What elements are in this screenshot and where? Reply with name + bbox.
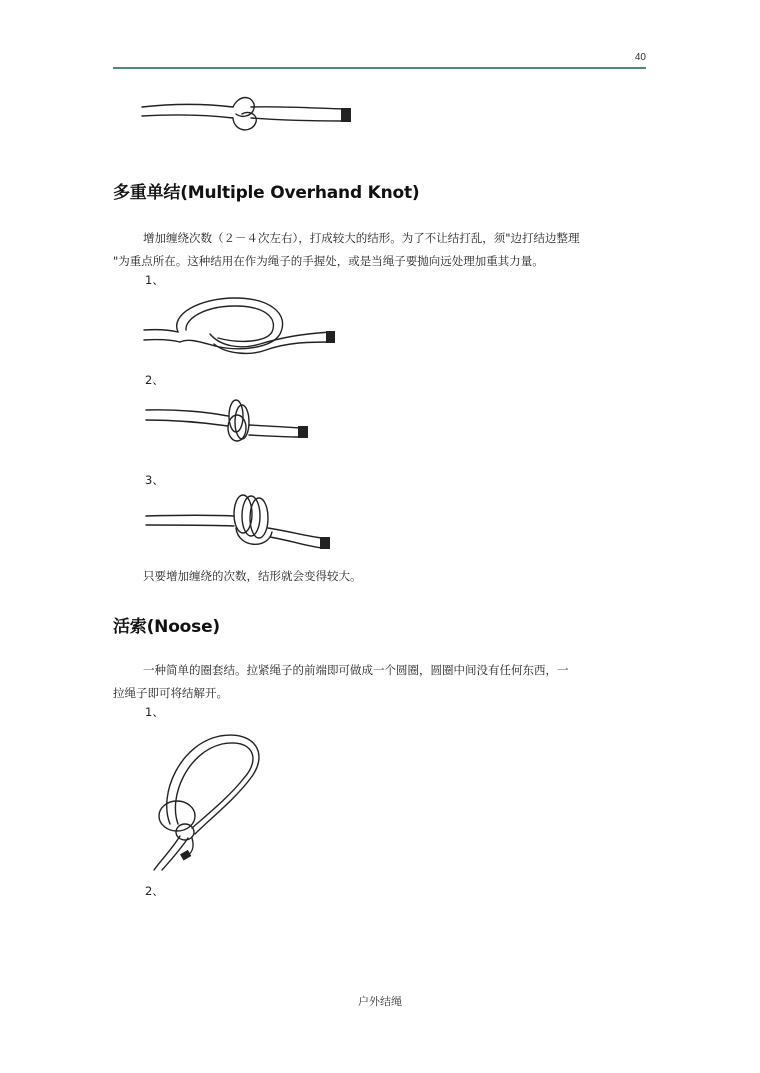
section-paragraph-line-2: "为重点所在。这种结用在作为绳子的手握处，或是当绳子要抛向远处理加重其力量。	[113, 254, 544, 268]
noose-step-label-2: 2、	[145, 884, 164, 898]
noose-step-label-1: 1、	[145, 705, 164, 719]
noose-step1-illustration	[140, 724, 280, 874]
step-label-2: 2、	[145, 373, 164, 387]
overhand-knot-illustration	[138, 92, 360, 148]
noose-paragraph-line-1: 一种简单的圈套结。拉紧绳子的前端即可做成一个圆圈，圆圈中间没有任何东西，一	[143, 663, 569, 677]
page-footer: 户外结绳	[358, 995, 402, 1008]
section-paragraph-line-1: 增加缠绕次数（２－４次左右），打成较大的结形。为了不让结打乱，须"边打结边整理	[143, 231, 580, 245]
multiple-overhand-step1-illustration	[140, 286, 340, 366]
section-title-noose: 活索(Noose)	[113, 617, 220, 637]
step-label-1: 1、	[145, 273, 164, 287]
header-rule	[113, 67, 646, 69]
step-label-3: 3、	[145, 473, 164, 487]
page-number: 40	[634, 52, 646, 63]
multiple-overhand-step2-illustration	[142, 390, 322, 456]
noose-paragraph-line-2: 拉绳子即可将结解开。	[113, 686, 228, 700]
section-title-multiple-overhand: 多重单结(Multiple Overhand Knot)	[113, 183, 420, 203]
section-note: 只要增加缠绕的次数，结形就会变得较大。	[143, 569, 362, 583]
multiple-overhand-step3-illustration	[142, 488, 338, 554]
